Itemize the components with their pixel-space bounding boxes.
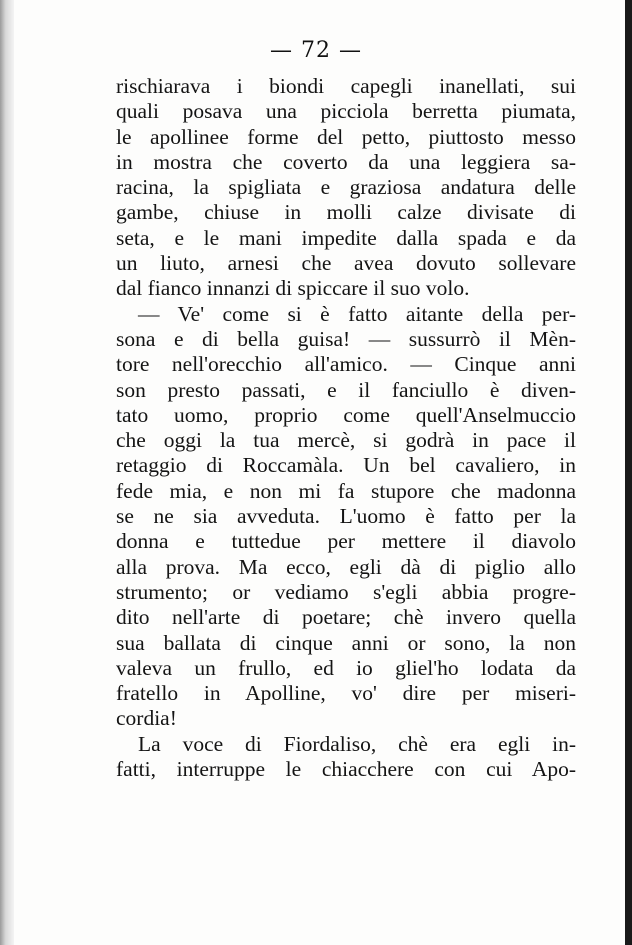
- text-line: dal fianco innanzi di spiccare il suo volo.: [116, 276, 470, 301]
- text-line: in mostra che coverto da una leggiera sa-: [116, 149, 576, 174]
- binding-shadow: [0, 0, 14, 945]
- text-line: quali posava una picciola berretta piumata,: [116, 99, 576, 124]
- text-line: donna e tuttedue per mettere il diavolo: [116, 529, 576, 554]
- text-line: le apollinee forme del petto, piuttosto messo: [116, 124, 576, 149]
- text-line: fede mia, e non mi fa stupore che madonna: [116, 478, 576, 503]
- text-line: valeva un frullo, ed io gliel'ho lodata da: [116, 655, 576, 680]
- text-line: — Ve' come si è fatto aitante della per-: [138, 301, 576, 326]
- text-line: fratello in Apolline, vo' dire per miseri-: [116, 681, 576, 706]
- text-line: son presto passati, e il fanciullo è diven-: [116, 377, 576, 402]
- text-line: fatti, interruppe le chiacchere con cui Apo-: [116, 757, 576, 782]
- page-edge: [625, 0, 632, 945]
- text-line: sua ballata di cinque anni or sono, la non: [116, 630, 576, 655]
- text-line: se ne sia avveduta. L'uomo è fatto per la: [116, 504, 576, 529]
- text-line: un liuto, arnesi che avea dovuto sollevare: [116, 251, 576, 276]
- page-number-header: — 72 —: [270, 38, 362, 63]
- text-line: La voce di Fiordaliso, chè era egli in-: [138, 731, 576, 756]
- text-line: gambe, chiuse in molli calze divisate di: [116, 200, 576, 225]
- body-text: [116, 74, 576, 782]
- text-line: retaggio di Roccamàla. Un bel cavaliero, in: [116, 453, 576, 478]
- text-line: che oggi la tua mercè, si godrà in pace il: [116, 428, 576, 453]
- text-line: tato uomo, proprio come quell'Anselmuccio: [116, 402, 576, 427]
- text-line: tore nell'orecchio all'amico. — Cinque anni: [116, 352, 576, 377]
- text-line: racina, la spigliata e graziosa andatura delle: [116, 175, 576, 200]
- text-line: alla prova. Ma ecco, egli dà di piglio allo: [116, 554, 576, 579]
- text-line: seta, e le mani impedite dalla spada e da: [116, 225, 576, 250]
- text-line: sona e di bella guisa! — sussurrò il Mèn-: [116, 326, 576, 351]
- text-line: rischiarava i biondi capegli inanellati, sui: [116, 74, 576, 98]
- text-line: cordia!: [116, 706, 177, 731]
- text-line: dito nell'arte di poetare; chè invero quella: [116, 605, 576, 630]
- text-line: strumento; or vediamo s'egli abbia progre-: [116, 579, 576, 604]
